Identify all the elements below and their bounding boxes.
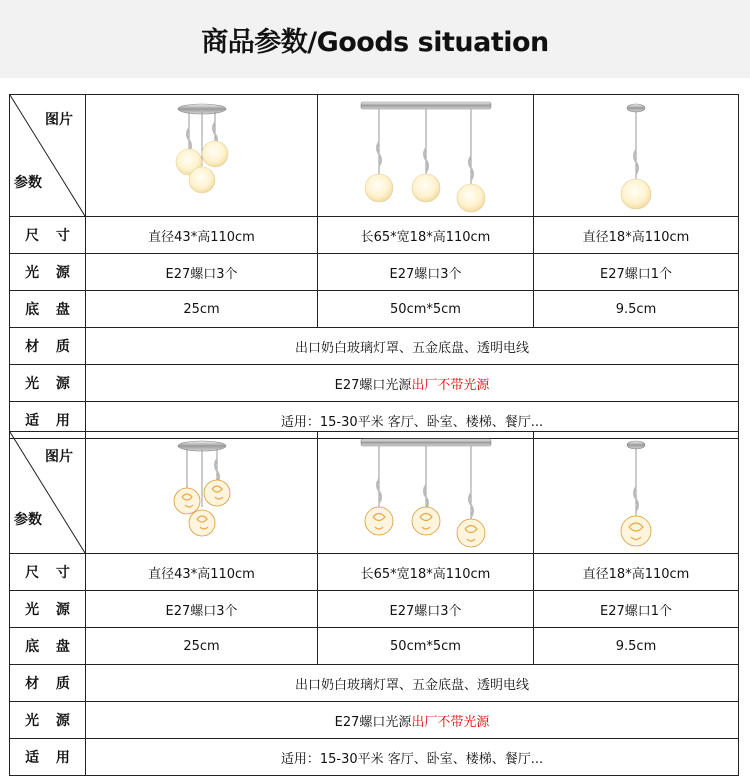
row-label-base: 底 盘 bbox=[10, 628, 86, 665]
material-value: 出口奶白玻璃灯罩、五金底盘、透明电线 bbox=[86, 328, 739, 365]
row-label-material: 材 质 bbox=[10, 328, 86, 365]
source-value: E27螺口光源 bbox=[334, 714, 412, 730]
size-single: 直径18*高110cm bbox=[534, 554, 739, 591]
corner-label-image: 图片 bbox=[45, 449, 73, 465]
light-linear-3: E27螺口3个 bbox=[318, 254, 534, 291]
size-round-3: 直径43*高110cm bbox=[86, 554, 318, 591]
product-image-linear-3 bbox=[318, 95, 534, 217]
size-linear-3: 长65*宽18*高110cm bbox=[318, 217, 534, 254]
base-round-3: 25cm bbox=[86, 628, 318, 665]
corner-label-image: 图片 bbox=[45, 112, 73, 128]
source-note: 出厂不带光源 bbox=[411, 714, 490, 730]
row-label-usage: 适 用 bbox=[10, 402, 86, 439]
product-image-single bbox=[534, 432, 739, 554]
usage-value: 适用：15-30平米 客厅、卧室、楼梯、餐厅... bbox=[86, 402, 739, 439]
size-linear-3: 长65*宽18*高110cm bbox=[318, 554, 534, 591]
source-value: E27螺口光源 bbox=[334, 377, 412, 393]
row-label-light: 光 源 bbox=[10, 591, 86, 628]
source-value-cell bbox=[86, 702, 739, 739]
size-round-3: 直径43*高110cm bbox=[86, 217, 318, 254]
row-label-size: 尺 寸 bbox=[10, 554, 86, 591]
corner-cell bbox=[10, 432, 86, 554]
corner-label-params: 参数 bbox=[14, 175, 42, 191]
source-note: 出厂不带光源 bbox=[411, 377, 490, 393]
light-linear-3: E27螺口3个 bbox=[318, 591, 534, 628]
row-label-usage: 适 用 bbox=[10, 739, 86, 776]
light-single: E27螺口1个 bbox=[534, 591, 739, 628]
base-linear-3: 50cm*5cm bbox=[318, 628, 534, 665]
row-label-base: 底 盘 bbox=[10, 291, 86, 328]
page-title: 商品参数/Goods situation bbox=[201, 26, 549, 58]
row-label-light: 光 源 bbox=[10, 254, 86, 291]
row-label-material: 材 质 bbox=[10, 665, 86, 702]
material-value: 出口奶白玻璃灯罩、五金底盘、透明电线 bbox=[86, 665, 739, 702]
corner-cell bbox=[10, 95, 86, 217]
light-round-3: E27螺口3个 bbox=[86, 254, 318, 291]
base-round-3: 25cm bbox=[86, 291, 318, 328]
size-single: 直径18*高110cm bbox=[534, 217, 739, 254]
base-single: 9.5cm bbox=[534, 291, 739, 328]
base-single: 9.5cm bbox=[534, 628, 739, 665]
corner-label-params: 参数 bbox=[14, 512, 42, 528]
product-image-single bbox=[534, 95, 739, 217]
source-value-cell bbox=[86, 365, 739, 402]
base-linear-3: 50cm*5cm bbox=[318, 291, 534, 328]
row-label-source: 光 源 bbox=[10, 365, 86, 402]
row-label-size: 尺 寸 bbox=[10, 217, 86, 254]
spec-table-patterned bbox=[9, 431, 739, 776]
spec-table-frosted bbox=[9, 94, 739, 439]
light-single: E27螺口1个 bbox=[534, 254, 739, 291]
product-image-linear-3 bbox=[318, 432, 534, 554]
usage-value: 适用：15-30平米 客厅、卧室、楼梯、餐厅... bbox=[86, 739, 739, 776]
product-image-round-3 bbox=[86, 432, 318, 554]
light-round-3: E27螺口3个 bbox=[86, 591, 318, 628]
product-image-round-3 bbox=[86, 95, 318, 217]
page-header bbox=[0, 0, 750, 78]
row-label-source: 光 源 bbox=[10, 702, 86, 739]
